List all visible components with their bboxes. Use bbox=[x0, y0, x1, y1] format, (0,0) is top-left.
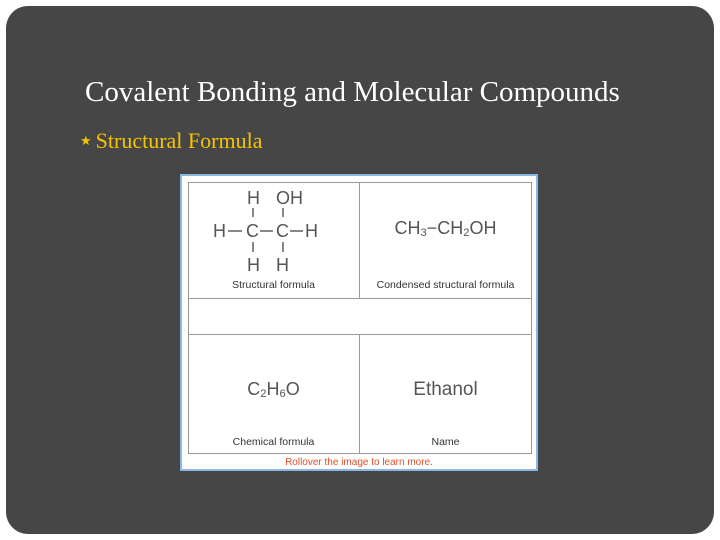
chemical-formula: $C_2H_6O$ bbox=[247, 379, 300, 401]
structural-formula-caption: Structural formula bbox=[232, 279, 315, 291]
slide-title: Covalent Bonding and Molecular Compounds bbox=[85, 76, 620, 108]
atom-h-bottom-2: H bbox=[276, 255, 289, 275]
grid-outer-left bbox=[188, 182, 189, 454]
ethanol-figure[interactable] bbox=[180, 174, 538, 471]
grid-outer-top bbox=[188, 182, 532, 183]
bullet-structural-formula bbox=[80, 128, 262, 154]
atom-h-bottom-1: H bbox=[247, 255, 260, 275]
condensed-formula-caption: Condensed structural formula bbox=[376, 279, 515, 291]
rollover-hint: Rollover the image to learn more. bbox=[285, 457, 433, 468]
structural-formula-diagram bbox=[202, 184, 342, 276]
grid-row-line-2 bbox=[188, 334, 532, 335]
bullet-icon: ★ bbox=[80, 133, 92, 148]
atom-h-top: H bbox=[247, 188, 260, 208]
grid-outer-right bbox=[531, 182, 532, 454]
atom-c2: C bbox=[276, 221, 289, 241]
compound-name: Ethanol bbox=[413, 379, 478, 400]
condensed-formula: $CH_3-CH_2OH$ bbox=[394, 218, 497, 240]
atom-h-left: H bbox=[213, 221, 226, 241]
chemical-formula-caption: Chemical formula bbox=[232, 436, 315, 448]
grid-row-line-1 bbox=[188, 298, 532, 299]
atom-oh-top: OH bbox=[276, 188, 303, 208]
compound-name-caption: Name bbox=[431, 436, 460, 448]
atom-c1: C bbox=[246, 221, 259, 241]
bullet-text: Structural Formula bbox=[95, 128, 263, 153]
grid-outer-bottom bbox=[188, 453, 532, 454]
atom-h-right: H bbox=[305, 221, 318, 241]
